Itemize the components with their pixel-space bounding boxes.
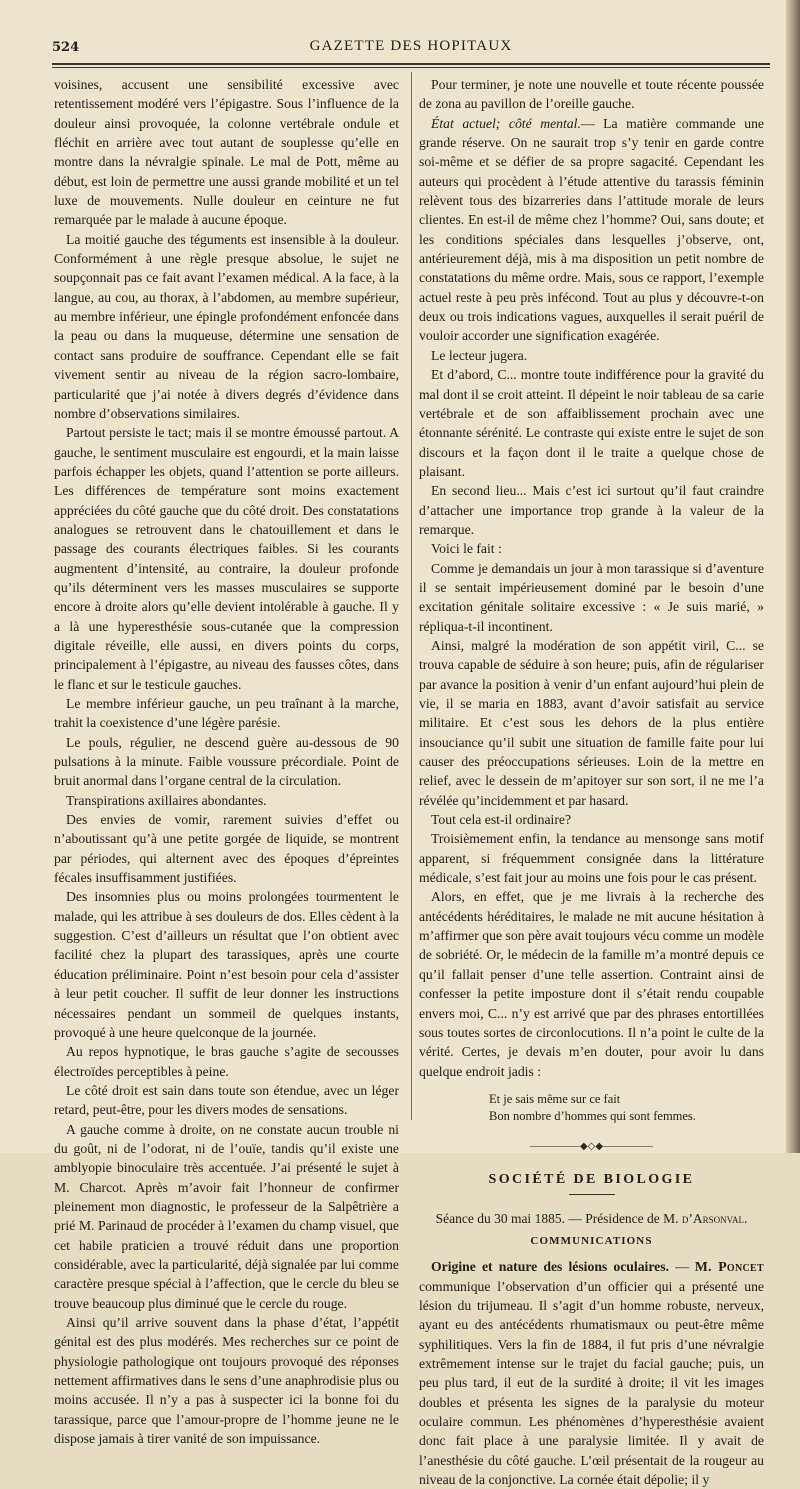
column-divider (411, 72, 412, 1120)
paragraph: Des insomnies plus ou moins prolongées tourmentent le malade, qui les attribue à ses douleurs de dos. Elles cèdent à la suggestion. C’est d’ailleurs un résultat que l’on obtient avec facilité chez la plupart des tarassiques, après une courte éducation préliminaire. Point n’est besoin pour cela d’assister à leur petit coucher. Il suffit de leur donner les instructions nécessaires pendant un sommeil de quelques instants, provoqué à une heure quelconque de la journée. (54, 889, 399, 1040)
paragraph: En second lieu... Mais c’est ici surtout qu’il faut craindre d’attacher une importance trop grande à la valeur de la remarque. (419, 483, 764, 537)
seance-line (419, 1209, 764, 1228)
speaker-name: M. Poncet (694, 1259, 764, 1275)
paragraph: Des envies de vomir, rarement suivies d’effet ou n’aboutissant qu’à une petite gorgée de liquide, se montrent par périodes, qui alternent avec des époques d’épreintes fécales insuffisamment justifiées. (54, 812, 399, 886)
paragraph: A gauche comme à droite, on ne constate aucun trouble ni du goût, ni de l’odorat, ni de l’ouïe, tandis qu’il existe une amblyopie binoculaire très accentuée. J’ai présenté le sujet à M. Charcot. Après m’avoir fait l’honneur de confirmer pleinement mon diagnostic, le professeur de la Salpêtrière a prié M. Parinaud de procéder à l’examen du champ visuel, que cet habile praticien a trouvé réduit dans une proportion considérable, avec la particularité, déjà signalée par lui comme caractère presque spécial à l’affection, que le cercle du bleu se trouve beaucoup plus diminué que le cercle du rouge. (54, 1121, 399, 1311)
paragraph (419, 114, 764, 346)
verse-quote (489, 1091, 764, 1125)
header-rule (52, 63, 770, 65)
paragraph: Troisièmement enfin, la tendance au mensonge sans motif apparent, si fréquemment consignée dans la littérature médicale, s’est fait jour au moins une fois pour le cas présent. (419, 831, 764, 886)
paragraph: Ainsi, malgré la modération de son appétit viril, C... se trouva capable de séduire à son heure; puis, afin de régulariser par avance la position à venir d’un enfant aujourd’hui plein de vie, il se maria en 1883, avant d’avoir satisfait au service militaire. Et c’est sous les dehors de la plus entière insouciance qu’il subit une situation de famille faite pour lui causer des préoccupations sérieuses. Loin de la mettre en relief, avec le dessein de m’apitoyer sur son sort, il ne me l’a révélée qu’incidemment et par hasard. (419, 637, 764, 808)
paragraph: Pour terminer, je note une nouvelle et toute récente poussée de zona au pavillon de l’oreille gauche. (419, 77, 764, 112)
header-rule-thin (52, 67, 770, 68)
paragraph: Le côté droit est sain dans toute son étendue, avec un léger retard, peut-être, pour les divers modes de sensations. (54, 1082, 399, 1118)
section-label: État actuel; côté mental. (431, 115, 581, 131)
title-rule (569, 1194, 615, 1195)
paragraph: Voici le fait : (431, 541, 502, 557)
dash: — (669, 1259, 695, 1275)
paragraph: La moitié gauche des téguments est insensible à la douleur. Conformément à une règle presque absolue, le sujet ne soupçonnait pas ce fait avant l’examen médical. A la face, à la langue, au cou, au thorax, à l’abdomen, au membre supérieur, au membre inférieur, une épingle profondément enfoncée dans la peau ou dans la muqueuse, détermine une sensation de contact sans produire de souffrance. Cependant elle se fait vivement sentir au niveau de la région sacro-lombaire, particularité que j’ai notée à divers degrés d’évidence dans nombre d’observations similaires. (54, 231, 399, 421)
president-name: d’Arsonval. (681, 1210, 748, 1226)
paragraph: Partout persiste le tact; mais il se montre émoussé partout. A gauche, le sentiment musculaire est engourdi, et la main laisse parfois échapper les objets, quand l’attention se porte ailleurs. Les différences de température sont moins exactement appréciées du côté gauche que du côté droit. Des constatations analogues se retrouvent dans le chatouillement et dans le passage des courants électriques faibles. Si les courants augmentent d’intensité, au contraire, la douleur profonde qu’ils déterminent vers les masses musculaires se supporte encore à droite alors qu’elle devient intolérable à gauche. Il y a là une hyperesthésie sous-cutanée que la compression digitale réveille, elle aussi, en divers points du corps, principalement à l’épigastre, au niveau des fausses côtes, dans le flanc et sur le testicule gauches. (54, 425, 399, 692)
seance-text: Séance du 30 mai 1885. — Présidence de M. (435, 1210, 682, 1226)
running-title: GAZETTE DES HOPITAUX (309, 38, 513, 54)
paragraph (419, 1257, 764, 1489)
communication-title: Origine et nature des lésions oculaires. (431, 1259, 670, 1275)
subsection-heading: COMMUNICATIONS (530, 1234, 653, 1247)
paragraph: Et d’abord, C... montre toute indifférence pour la gravité du mal dont il se croit atteint. Il dépeint le noir tableau de sa carie vertébrale et de son affaiblissement prochain avec une étonnante sérénité. Le contraste qui existe entre le sujet de son discours et la façon dont il le traite a quelque chose de plaisant. (419, 367, 764, 479)
page-binding-shadow (786, 0, 800, 1153)
paragraph-text: communique l’observation d’un officier qui a présenté une lésion du trijumeau. Il s’agit d’un homme robuste, nerveux, ayant eu des antécédents rhumatismaux ou peut-être même syphilitiques. Vers la fin de 1884, il fut pris d’une névralgie extrêmement intense sur le trajet du facial gauche; puis, un peu plus tard, il eut de la surdité à droite; il vit les images doubles et présenta les signes de la paralysie du moteur oculaire commun. Les phénomènes d’hyperesthésie avaient donc fait place à une paralysie limitée. Il y avait de l’anesthésie du côté gauche. L’œil présentait de la rougeur au niveau de la conjonctive. La cornée était dépolie; il y (419, 1278, 764, 1488)
paragraph: Ainsi qu’il arrive souvent dans la phase d’état, l’appétit génital est des plus modérés. Mes recherches sur ce point de physiologie pathologique ont toujours provoqué des réponses nettement affirmatives dans le sens d’une anaphrodisie plus ou moins accusée. Il n’y a pas à suspecter ici la bonne foi du tarassique, parce que l’amour-propre de l’homme jeune ne le dispose jamais à tirer vanité de son impuissance. (54, 1315, 399, 1447)
paragraph: voisines, accusent une sensibilité excessive avec retentissement modéré vers l’épigastre. Sous l’influence de la douleur ainsi provoquée, la colonne vertébrale ondule et fléchit en arrière avec tout autant de souplesse qu’elle en montre dans la névralgie spinale. Le mal de Pott, même au début, est loin de permettre une aussi grande mobilité et un tel luxe de mouvements. Nulle douleur en ceinture ne fut remarquée par le malade à aucune époque. (54, 77, 399, 228)
paragraph: Transpirations axillaires abondantes. (66, 792, 267, 808)
paragraph: Le pouls, régulier, ne descend guère au-dessous de 90 pulsations à la minute. Faible voussure précordiale. Point de bruit anormal dans l’organe central de la circulation. (54, 734, 399, 789)
page-header (52, 34, 770, 56)
section-ornament: —————◆◇◆————— (529, 1140, 654, 1152)
paragraph: Le membre inférieur gauche, un peu traînant à la marche, trahit la coexistence d’une légère parésie. (54, 696, 399, 731)
paragraph: Comme je demandais un jour à mon tarassique si d’aventure il se sentait impérieusement dominé par le besoin d’une excitation génitale solitaire excessive : « Je suis marié, » répliqua-t-il incontinent. (419, 560, 764, 634)
left-column (54, 75, 399, 1448)
paragraph-text: — La matière commande une grande réserve. On ne saurait trop s’y tenir en garde contre soi-même et se défier de sa propre sagacité. Cependant les auteurs qui procèdent à l’étude attentive du tarassis féminin relèvent tous des bizarreries dans l’attitude morale de leurs clientes. En est-il de même chez l’homme? Oui, sans doute; et les conditions spéciales dans lesquelles j’observe, ont, antérieurement déjà, mis à ma disposition un petit nombre de constatations du même ordre. Mais, sous ce rapport, l’exemple actuel reste à peu près infécond. Tout au plus y découvre-t-on deux ou trois indications vagues, auxquelles il serait puéril de vouloir accorder une signification exagérée. (419, 115, 764, 344)
verse-line: Bon nombre d’hommes qui sont femmes. (489, 1108, 696, 1123)
section-title: SOCIÉTÉ DE BIOLOGIE (488, 1172, 695, 1188)
paragraph: Alors, en effet, que je me livrais à la recherche des antécédents héréditaires, le malade ne mit aucune hésitation à m’affirmer que son père avait toujours vécu comme un modèle de sobriété. Or, le médecin de la famille m’a montré depuis ce qu’il fallait penser d’une telle assertion. Contraint ainsi de confesser la petite imposture dont il s’était rendu coupable envers moi, C... n’y est arrivé que par des phrases entortillées sous toutes sortes de circonlocutions. Il n’a point le culte de la vérité. Certes, je devais m’en douter, pour avoir lu dans quelque endroit jadis : (419, 889, 764, 1079)
page-number: 524 (52, 40, 80, 55)
right-column (419, 75, 764, 1489)
paragraph: Tout cela est-il ordinaire? (431, 812, 572, 828)
verse-line: Et je sais même sur ce fait (489, 1091, 621, 1106)
paragraph: Le lecteur jugera. (431, 347, 528, 363)
paragraph: Au repos hypnotique, le bras gauche s’agite de secousses électroïdes perceptibles à peine. (54, 1044, 399, 1079)
